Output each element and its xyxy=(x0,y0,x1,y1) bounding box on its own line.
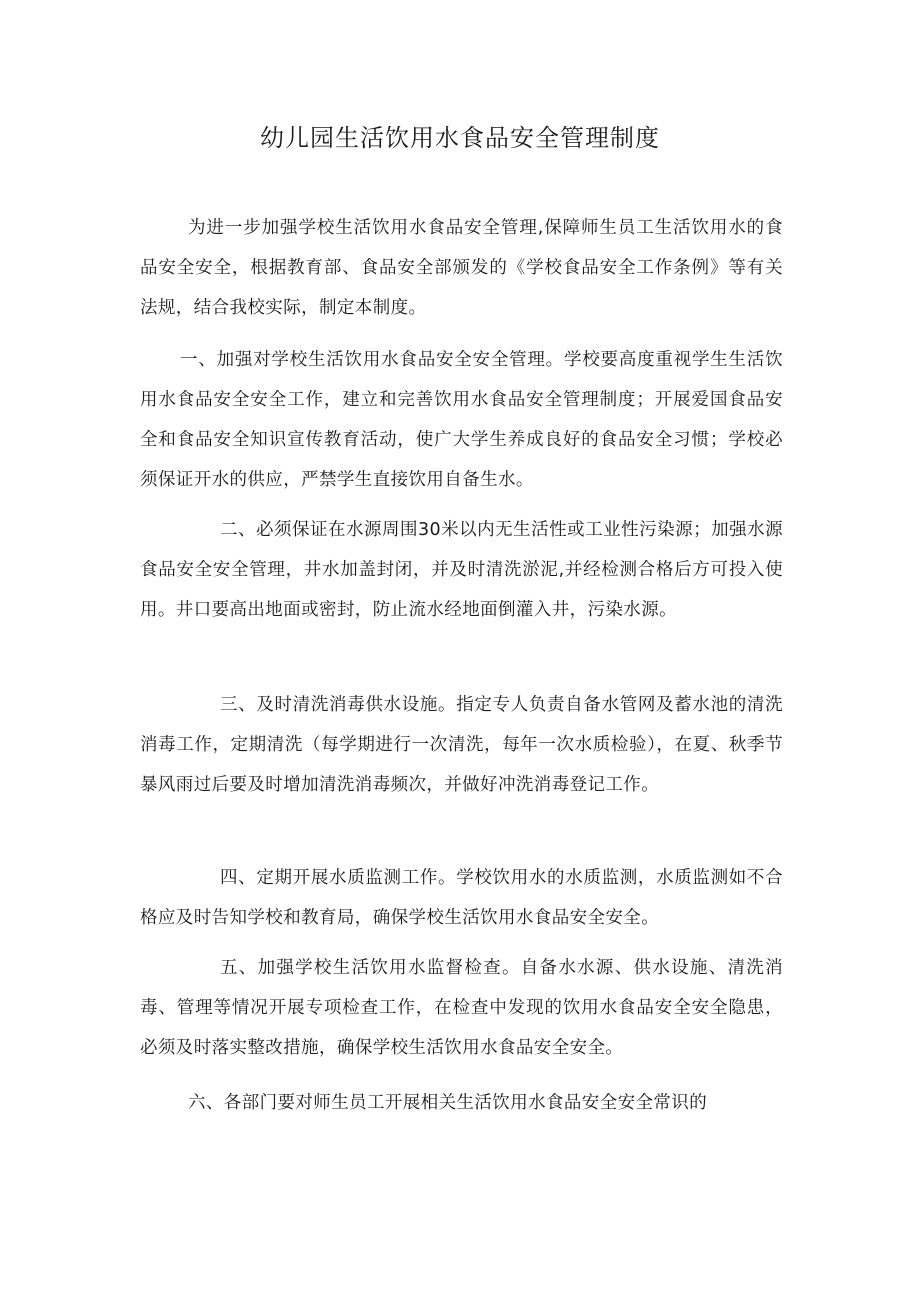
section-1-paragraph: 一、加强对学校生活饮用水食品安全安全管理。学校要高度重视学生生活饮用水食品安全安全工作，建立和完善饮用水食品安全管理制度；开展爱国食品安全和食品安全知识宣传教育活动，使广大学生养成良好的食品安全习惯；学校必须保证开水的供应，严禁学生直接饮用自备生水。 xyxy=(140,350,783,490)
section-3-paragraph: 三、及时清洗消毒供水设施。指定专人负责自备水管网及蓄水池的清洗消毒工作，定期清洗（每学期进行一次清洗，每年一次水质检验），在夏、秋季节暴风雨过后要及时增加清洗消毒频次，并做好冲洗消毒登记工作。 xyxy=(140,695,783,795)
intro-paragraph: 为进一步加强学校生活饮用水食品安全管理,保障师生员工生活饮用水的食品安全安全，根据教育部、食品安全部颁发的《学校食品安全工作条例》等有关法规，结合我校实际，制定本制度。 xyxy=(140,218,783,318)
section-5-paragraph: 五、加强学校生活饮用水监督检查。自备水水源、供水设施、清洗消毒、管理等情况开展专项检查工作，在检查中发现的饮用水食品安全安全隐患，必须及时落实整改措施，确保学校生活饮用水食品安全安全。 xyxy=(140,958,783,1058)
document-title: 幼儿园生活饮用水食品安全管理制度 xyxy=(260,124,660,152)
section-6-paragraph: 六、各部门要对师生员工开展相关生活饮用水食品安全安全常识的 xyxy=(188,1093,708,1113)
section-2-paragraph: 二、必须保证在水源周围30米以内无生活性或工业性污染源；加强水源食品安全安全管理，井水加盖封闭，并及时清洗淤泥,并经检测合格后方可投入使用。井口要高出地面或密封，防止流水经地面倒灌入井，污染水源。 xyxy=(140,520,783,620)
section-4-paragraph: 四、定期开展水质监测工作。学校饮用水的水质监测，水质监测如不合格应及时告知学校和教育局，确保学校生活饮用水食品安全安全。 xyxy=(140,868,783,928)
